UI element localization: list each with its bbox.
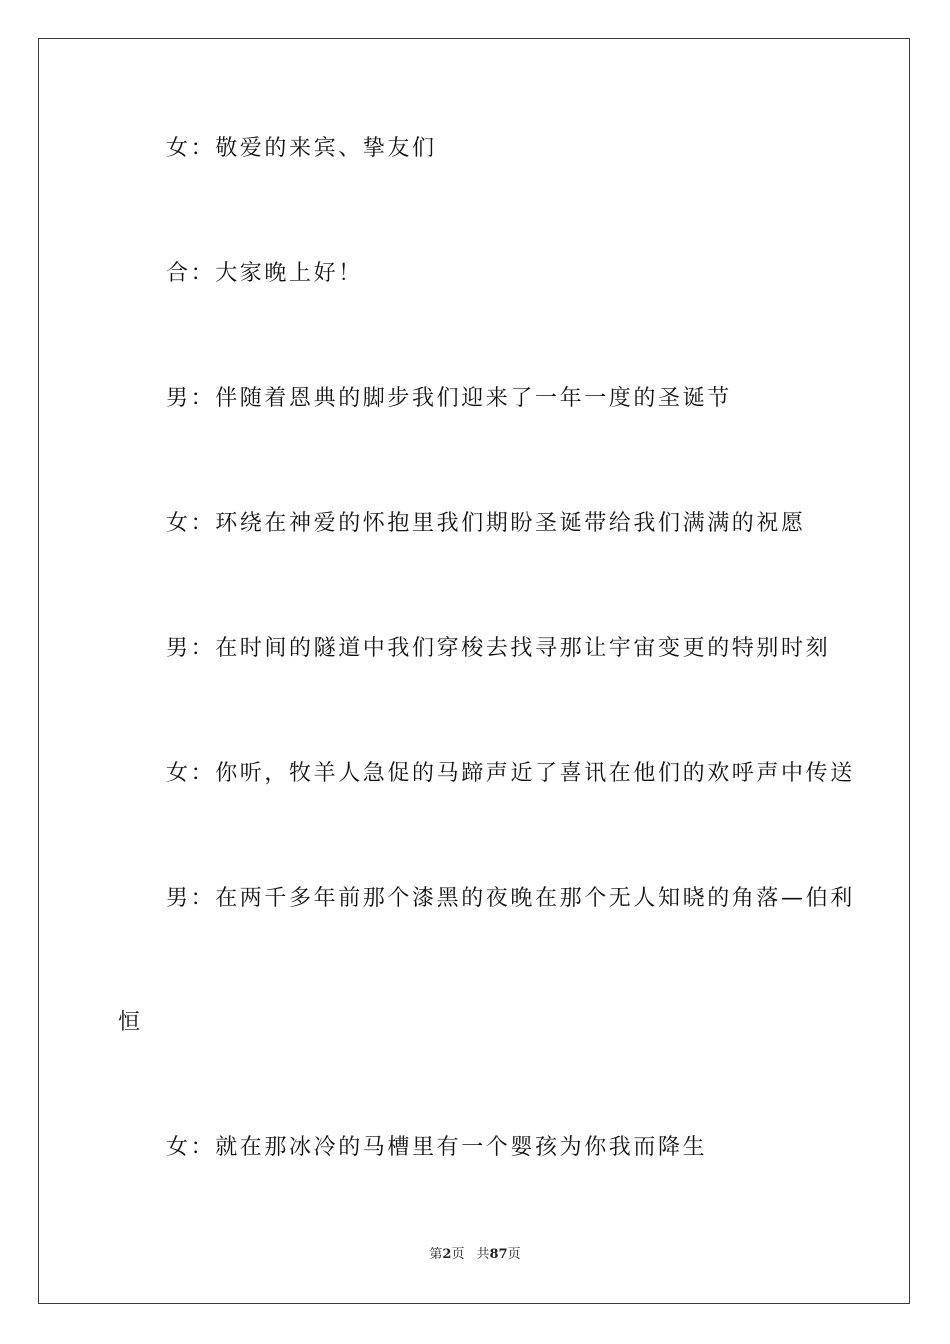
paragraph-line-5: 男：在时间的隧道中我们穿梭去找寻那让宇宙变更的特别时刻	[166, 636, 831, 661]
paragraph-line-7-wrap: 恒	[118, 1010, 143, 1035]
footer-total-prefix: 共	[476, 1247, 490, 1262]
paragraph-line-1: 女：敬爱的来宾、挚友们	[166, 136, 437, 161]
paragraph-line-2: 合：大家晚上好！	[166, 261, 363, 286]
paragraph-line-4: 女：环绕在神爱的怀抱里我们期盼圣诞带给我们满满的祝愿	[166, 511, 806, 536]
footer-page-suffix: 页	[451, 1247, 465, 1262]
footer-total-pages: 87	[489, 1247, 508, 1262]
footer-page-number: 2	[442, 1247, 452, 1262]
paragraph-line-8: 女：就在那冰冷的马槽里有一个婴孩为你我而降生	[166, 1135, 708, 1160]
page-footer	[0, 1246, 950, 1264]
paragraph-line-6: 女：你听，牧羊人急促的马蹄声近了喜讯在他们的欢呼声中传送	[166, 761, 855, 786]
footer-total-suffix: 页	[507, 1247, 521, 1262]
paragraph-line-3: 男：伴随着恩典的脚步我们迎来了一年一度的圣诞节	[166, 386, 732, 411]
footer-page-prefix: 第	[429, 1247, 443, 1262]
paragraph-line-7: 男：在两千多年前那个漆黑的夜晚在那个无人知晓的角落—伯利	[166, 886, 855, 911]
page-border	[38, 38, 910, 1304]
